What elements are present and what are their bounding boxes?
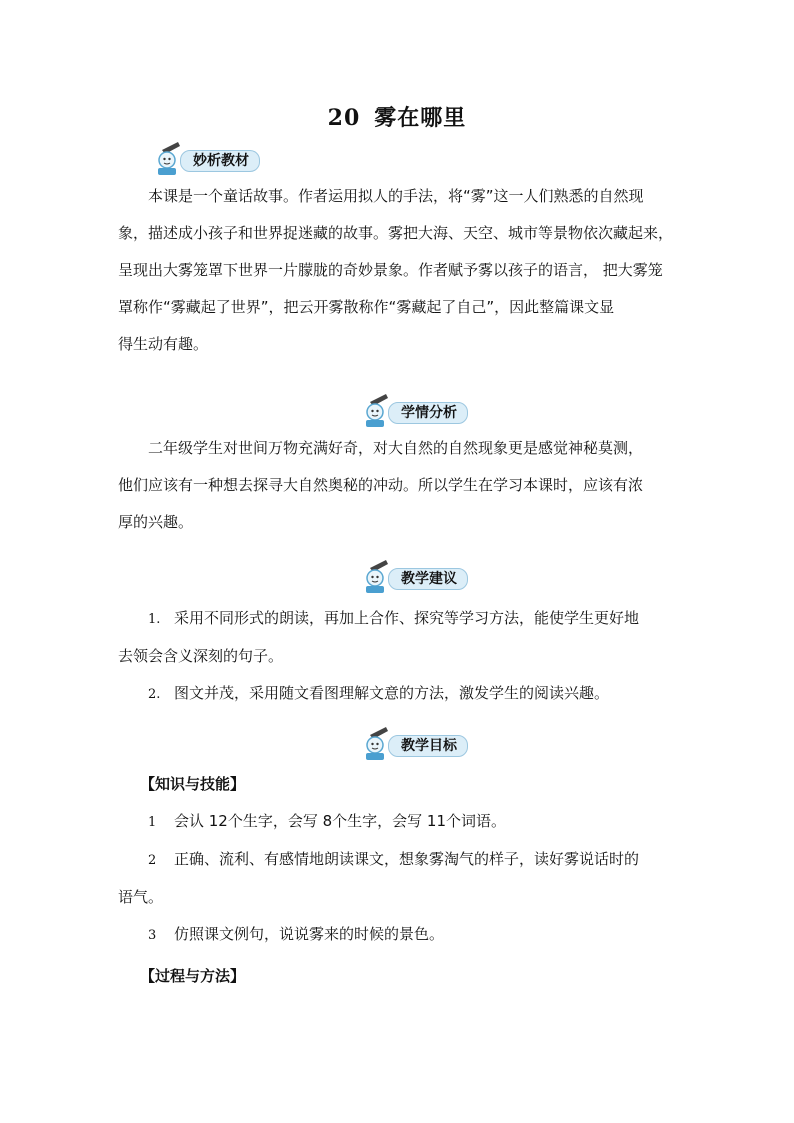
subheading-process: 【过程与方法】 (140, 967, 246, 985)
lesson-title: 雾在哪里 (374, 105, 467, 131)
text-line: 他们应该有一种想去探寻大自然奥秘的冲动。所以学生在学习本课时，应该有浓 (118, 476, 644, 494)
list-item (118, 803, 678, 841)
section-label: 教学目标 (388, 735, 468, 757)
item-number: 1. (148, 612, 161, 627)
section-badge-student (360, 392, 468, 428)
text-line: 呈现出大雾笼罩下世界一片朦胧的奇妙景象。作者赋予雾以孩子的语言， 把大雾笼 (118, 261, 663, 279)
list-item (118, 600, 678, 638)
lesson-number: 20 (327, 105, 361, 131)
section-label: 妙析教材 (180, 150, 260, 172)
suggestions-list (118, 600, 678, 713)
item-number: 3 (148, 928, 157, 943)
analysis-paragraph (118, 178, 678, 363)
text-line: 得生动有趣。 (118, 335, 209, 353)
item-text: 正确、流利、有感情地朗读课文，想象雾淘气的样子，读好雾说话时的 (174, 850, 640, 868)
item-number: 2. (148, 687, 161, 702)
text-line: 二年级学生对世间万物充满好奇，对大自然的自然现象更是感觉神秘莫测， (148, 439, 644, 457)
text-line: 去领会含义深刻的句子。 (118, 647, 284, 665)
list-item (118, 675, 678, 713)
objectives-list (118, 766, 678, 995)
list-item (118, 841, 678, 879)
item-number: 1 (148, 815, 157, 830)
item-number: 2 (148, 853, 157, 868)
section-badge-analysis (152, 140, 260, 176)
item-text: 采用不同形式的朗读，再加上合作、探究等学习方法，能使学生更好地 (174, 609, 640, 627)
section-label: 学情分析 (388, 402, 468, 424)
item-text: 仿照课文例句，说说雾来的时候的景色。 (174, 925, 445, 943)
section-badge-suggestions (360, 558, 468, 594)
section-badge-objectives (360, 725, 468, 761)
text-line: 语气。 (118, 888, 164, 906)
text-line: 象，描述成小孩子和世界捉迷藏的故事。雾把大海、天空、城市等景物依次藏起来， (118, 224, 674, 242)
item-text: 图文并茂，采用随文看图理解文意的方法，激发学生的阅读兴趣。 (174, 684, 610, 702)
item-text: 会认 12个生字，会写 8个生字，会写 11个词语。 (174, 812, 507, 830)
subheading-knowledge: 【知识与技能】 (140, 775, 246, 793)
text-line: 本课是一个童话故事。作者运用拟人的手法，将“雾”这一人们熟悉的自然现 (148, 187, 644, 205)
page-title (0, 101, 794, 132)
text-line: 罩称作“雾藏起了世界”，把云开雾散称作“雾藏起了自己”，因此整篇课文显 (118, 298, 615, 316)
list-item (118, 916, 678, 954)
student-paragraph (118, 430, 678, 541)
section-label: 教学建议 (388, 568, 468, 590)
text-line: 厚的兴趣。 (118, 513, 194, 531)
